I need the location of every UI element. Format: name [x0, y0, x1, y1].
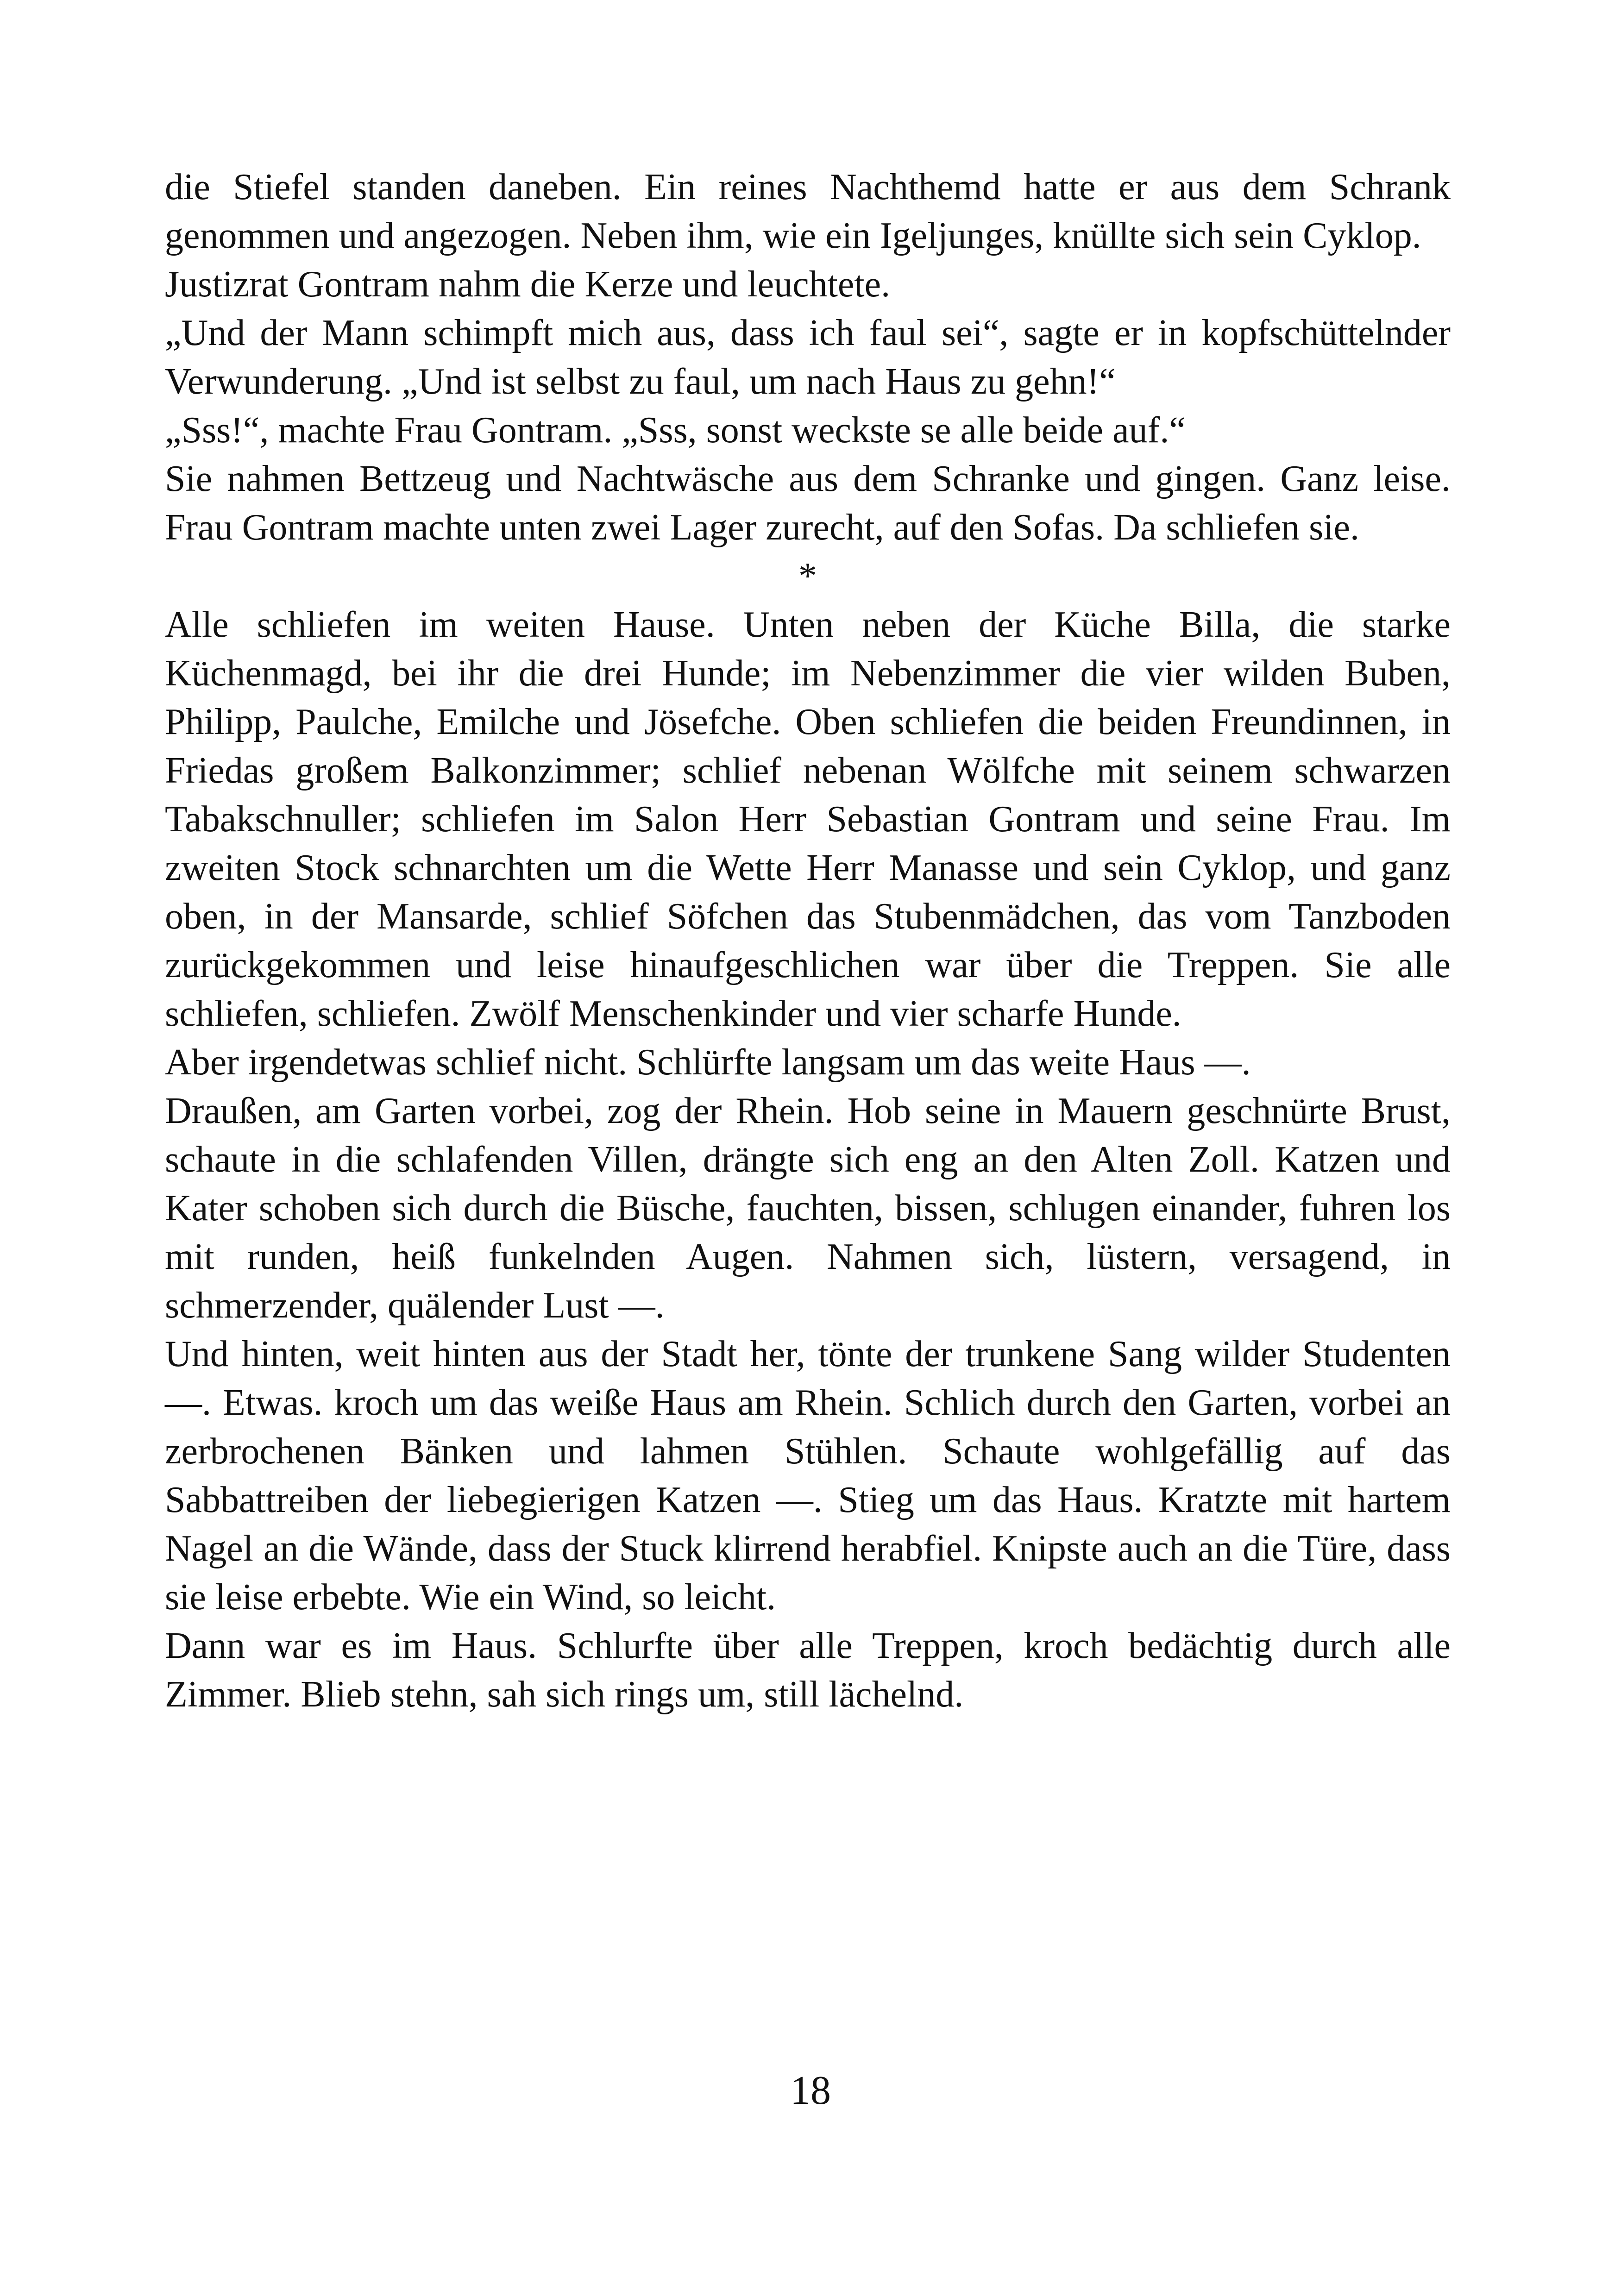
section-separator: *: [798, 556, 817, 596]
page-number: 18: [790, 2068, 831, 2113]
paragraph: Aber irgendetwas schlief nicht. Schlürfte langsam um das weite Haus —.: [165, 1042, 1251, 1083]
paragraph: Alle schliefen im weiten Hause. Unten neben der Küche Billa, die starke Küchenmagd, bei ihr die drei Hunde; im Nebenzimmer die vier wilden Buben, Philipp, Paulche, Emilche und Jösefche. Oben schliefen die beiden Freundinnen, in Friedas großem Balkonzimmer; schlief nebenan Wölfche mit seinem schwarzen Tabakschnuller; schliefen im Salon Herr Sebastian Gontram und seine Frau. Im zweiten Stock schnarchten um die Wette Herr Manasse und sein Cyklop, und ganz oben, in der Mansarde, schlief Söfchen das Stubenmädchen, das vom Tanzboden zurückgekommen und leise hinaufgeschlichen war über die Treppen. Sie alle schliefen, schliefen. Zwölf Menschenkinder und vier scharfe Hunde.: [165, 604, 1451, 1034]
paragraph: Dann war es im Haus. Schlurfte über alle Treppen, kroch bedächtig durch alle Zimmer. Blieb stehn, sah sich rings um, still lächelnd.: [165, 1625, 1451, 1715]
body-text: [165, 163, 1451, 1719]
paragraph: Draußen, am Garten vorbei, zog der Rhein. Hob seine in Mauern geschnürte Brust, schaute in die schlafenden Villen, drängte sich eng an den Alten Zoll. Katzen und Kater schoben sich durch die Büsche, fauchten, bissen, schlugen einander, fuhren los mit runden, heiß funkelnden Augen. Nahmen sich, lüstern, versagend, in schmerzender, quälender Lust —.: [165, 1091, 1451, 1326]
paragraph: Sie nahmen Bettzeug und Nachtwäsche aus dem Schranke und gingen. Ganz leise. Frau Gontram machte unten zwei Lager zurecht, auf den Sofas. Da schliefen sie.: [165, 458, 1451, 548]
paragraph: „Und der Mann schimpft mich aus, dass ich faul sei“, sagte er in kopfschüttelnder Verwunderung. „Und ist selbst zu faul, um nach Haus zu gehn!“: [165, 313, 1451, 402]
paragraph: Justizrat Gontram nahm die Kerze und leuchtete.: [165, 264, 891, 305]
paragraph: Und hinten, weit hinten aus der Stadt her, tönte der trunkene Sang wilder Studenten —. Etwas. kroch um das weiße Haus am Rhein. Schlich durch den Garten, vorbei an zerbrochenen Bänken und lahmen Stühlen. Schaute wohlgefällig auf das Sabbattreiben der liebegierigen Katzen —. Stieg um das Haus. Kratzte mit hartem Nagel an die Wände, dass der Stuck klirrend herabfiel. Knipste auch an die Türe, dass sie leise erbebte. Wie ein Wind, so leicht.: [165, 1334, 1451, 1618]
paragraph: „Sss!“, machte Frau Gontram. „Sss, sonst weckste se alle beide auf.“: [165, 410, 1186, 451]
paragraph: die Stiefel standen daneben. Ein reines Nachthemd hatte er aus dem Schrank genommen und angezogen. Neben ihm, wie ein Igeljunges, knüllte sich sein Cyklop.: [165, 167, 1451, 256]
